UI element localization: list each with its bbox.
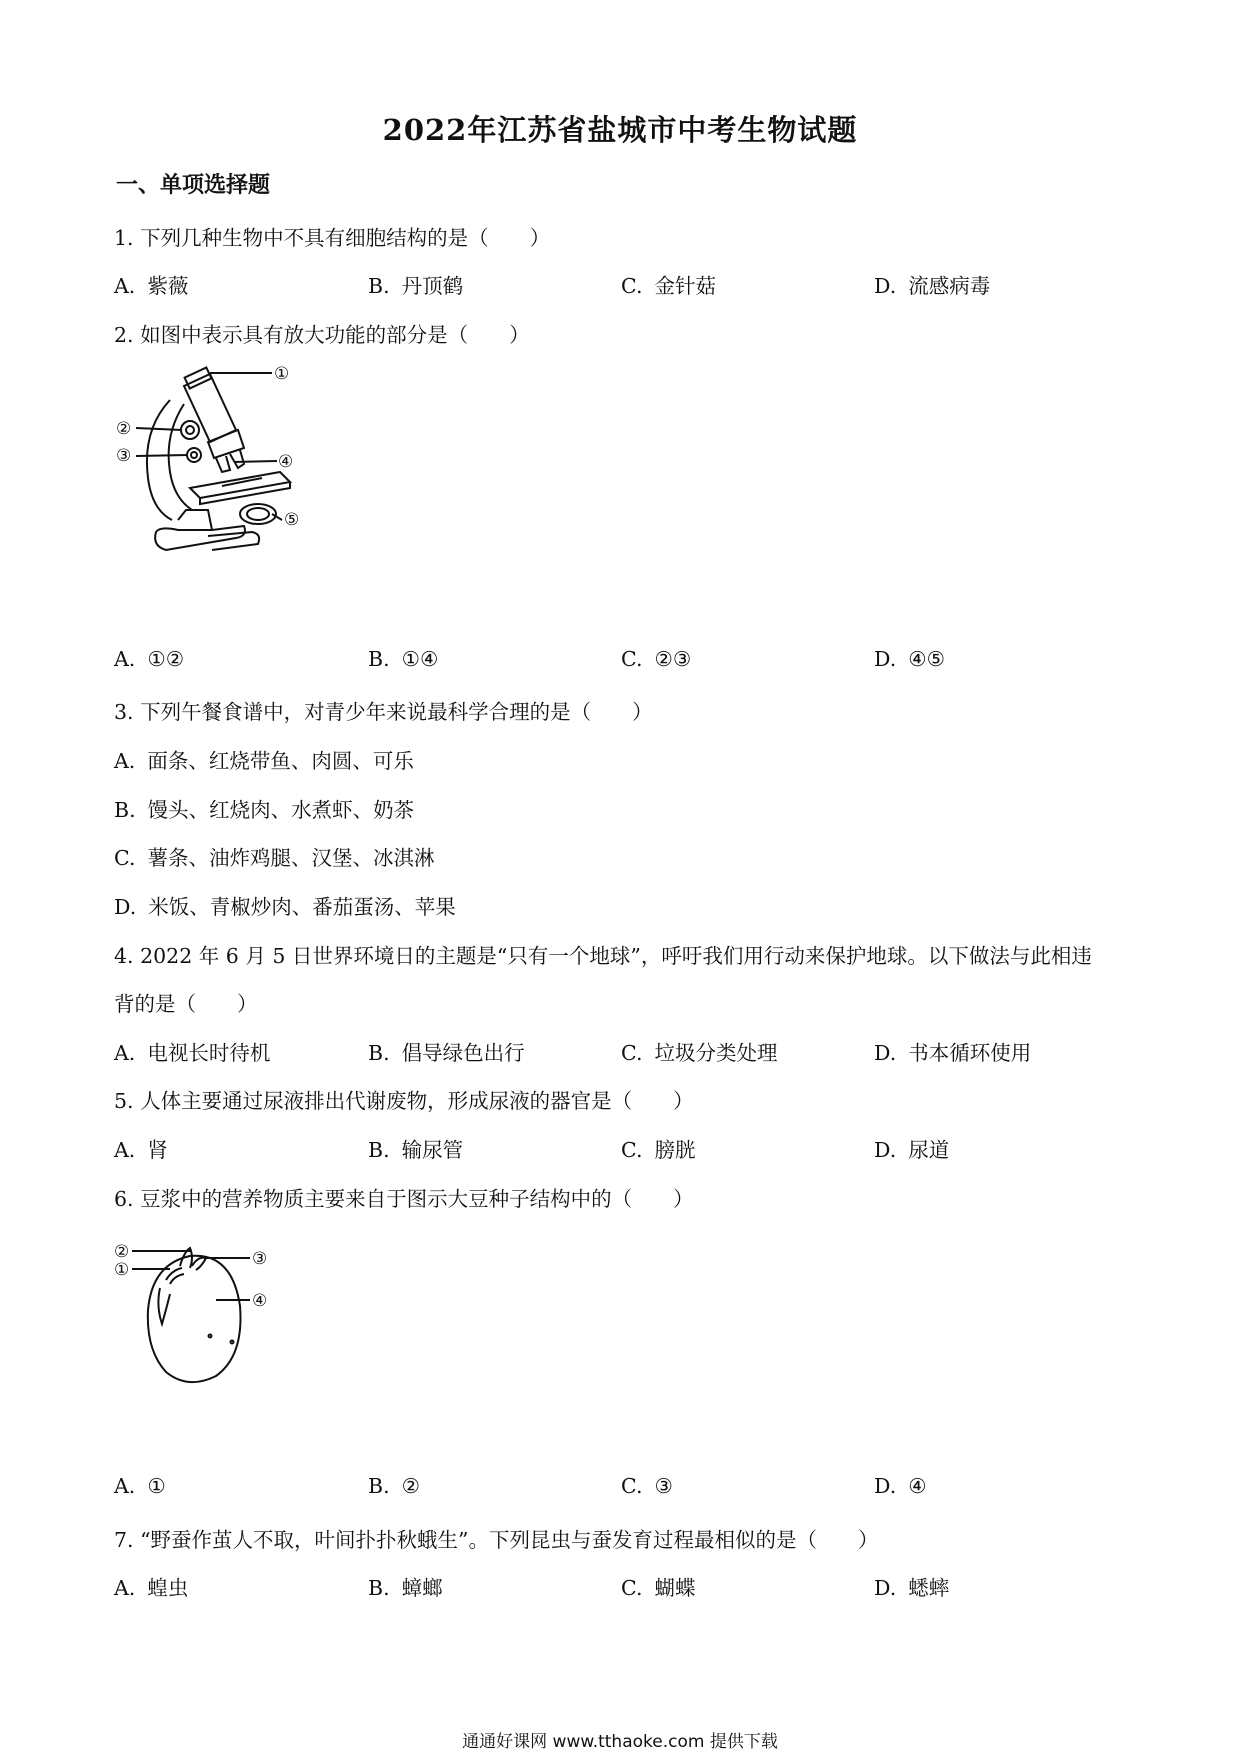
microscope-figure (112, 360, 342, 575)
figure-label: ① (274, 364, 290, 384)
question-2-option-a: A. ①② (114, 647, 185, 671)
page-footer: 通通好课网 www.tthaoke.com 提供下载 (462, 1732, 778, 1752)
question-7-option-a: A. 蝗虫 (114, 1576, 189, 1600)
question-4-option-b: B. 倡导绿色出行 (368, 1041, 525, 1065)
question-5-stem: 5. 人体主要通过尿液排出代谢废物，形成尿液的器官是（ ） (114, 1089, 694, 1113)
question-6-option-d: D. ④ (874, 1474, 927, 1498)
question-3-option-b: B. 馒头、红烧肉、水煮虾、奶茶 (114, 798, 415, 822)
page-title: 2022年江苏省盐城市中考生物试题 (382, 113, 858, 147)
question-6-option-b: B. ② (368, 1474, 420, 1498)
question-6-option-c: C. ③ (621, 1474, 673, 1498)
question-7-option-c: C. 蝴蝶 (621, 1576, 696, 1600)
question-6-option-a: A. ① (114, 1474, 166, 1498)
figure-label: ③ (116, 446, 132, 466)
question-7-stem: 7. “野蚕作茧人不取，叶间扑扑秋蛾生”。下列昆虫与蚕发育过程最相似的是（ ） (114, 1528, 879, 1552)
figure-label: ① (114, 1260, 130, 1280)
question-7-option-b: B. 蟑螂 (368, 1576, 443, 1600)
question-1-option-a: A. 紫薇 (114, 274, 189, 298)
question-7-option-d: D. 蟋蟀 (874, 1576, 950, 1600)
question-1-option-b: B. 丹顶鹤 (368, 274, 464, 298)
question-5-option-c: C. 膀胱 (621, 1138, 696, 1162)
figure-label: ② (116, 419, 132, 439)
question-3-option-a: A. 面条、红烧带鱼、肉圆、可乐 (114, 749, 414, 773)
question-3-stem: 3. 下列午餐食谱中，对青少年来说最科学合理的是（ ） (114, 700, 653, 724)
question-3-option-c: C. 薯条、油炸鸡腿、汉堡、冰淇淋 (114, 846, 435, 870)
question-4-option-c: C. 垃圾分类处理 (621, 1041, 778, 1065)
question-1-option-d: D. 流感病毒 (874, 274, 991, 298)
question-4-stem: 4. 2022 年 6 月 5 日世界环境日的主题是“只有一个地球”，呼吁我们用行动来保护地球。以下做法与此相违 (114, 944, 1092, 968)
figure-label: ④ (278, 452, 294, 472)
section-heading: 一、单项选择题 (116, 172, 271, 198)
question-4-option-d: D. 书本循环使用 (874, 1041, 1032, 1065)
question-2-option-d: D. ④⑤ (874, 647, 945, 671)
question-5-option-a: A. 肾 (114, 1138, 168, 1162)
question-5-option-b: B. 输尿管 (368, 1138, 464, 1162)
question-1-stem: 1. 下列几种生物中不具有细胞结构的是（ ） (114, 226, 551, 250)
figure-label: ④ (252, 1291, 268, 1311)
soybean-seed-figure (112, 1236, 282, 1396)
figure-label: ⑤ (284, 510, 300, 530)
question-1-option-c: C. 金针菇 (621, 274, 716, 298)
question-2-stem: 2. 如图中表示具有放大功能的部分是（ ） (114, 323, 530, 347)
question-4-option-a: A. 电视长时待机 (114, 1041, 271, 1065)
figure-label: ③ (252, 1249, 268, 1269)
question-2-option-c: C. ②③ (621, 647, 692, 671)
question-4-stem-continued: 背的是（ ） (114, 992, 258, 1016)
figure-label: ② (114, 1242, 130, 1262)
question-6-stem: 6. 豆浆中的营养物质主要来自于图示大豆种子结构中的（ ） (114, 1187, 694, 1211)
question-5-option-d: D. 尿道 (874, 1138, 950, 1162)
question-3-option-d: D. 米饭、青椒炒肉、番茄蛋汤、苹果 (114, 895, 456, 919)
question-2-option-b: B. ①④ (368, 647, 439, 671)
